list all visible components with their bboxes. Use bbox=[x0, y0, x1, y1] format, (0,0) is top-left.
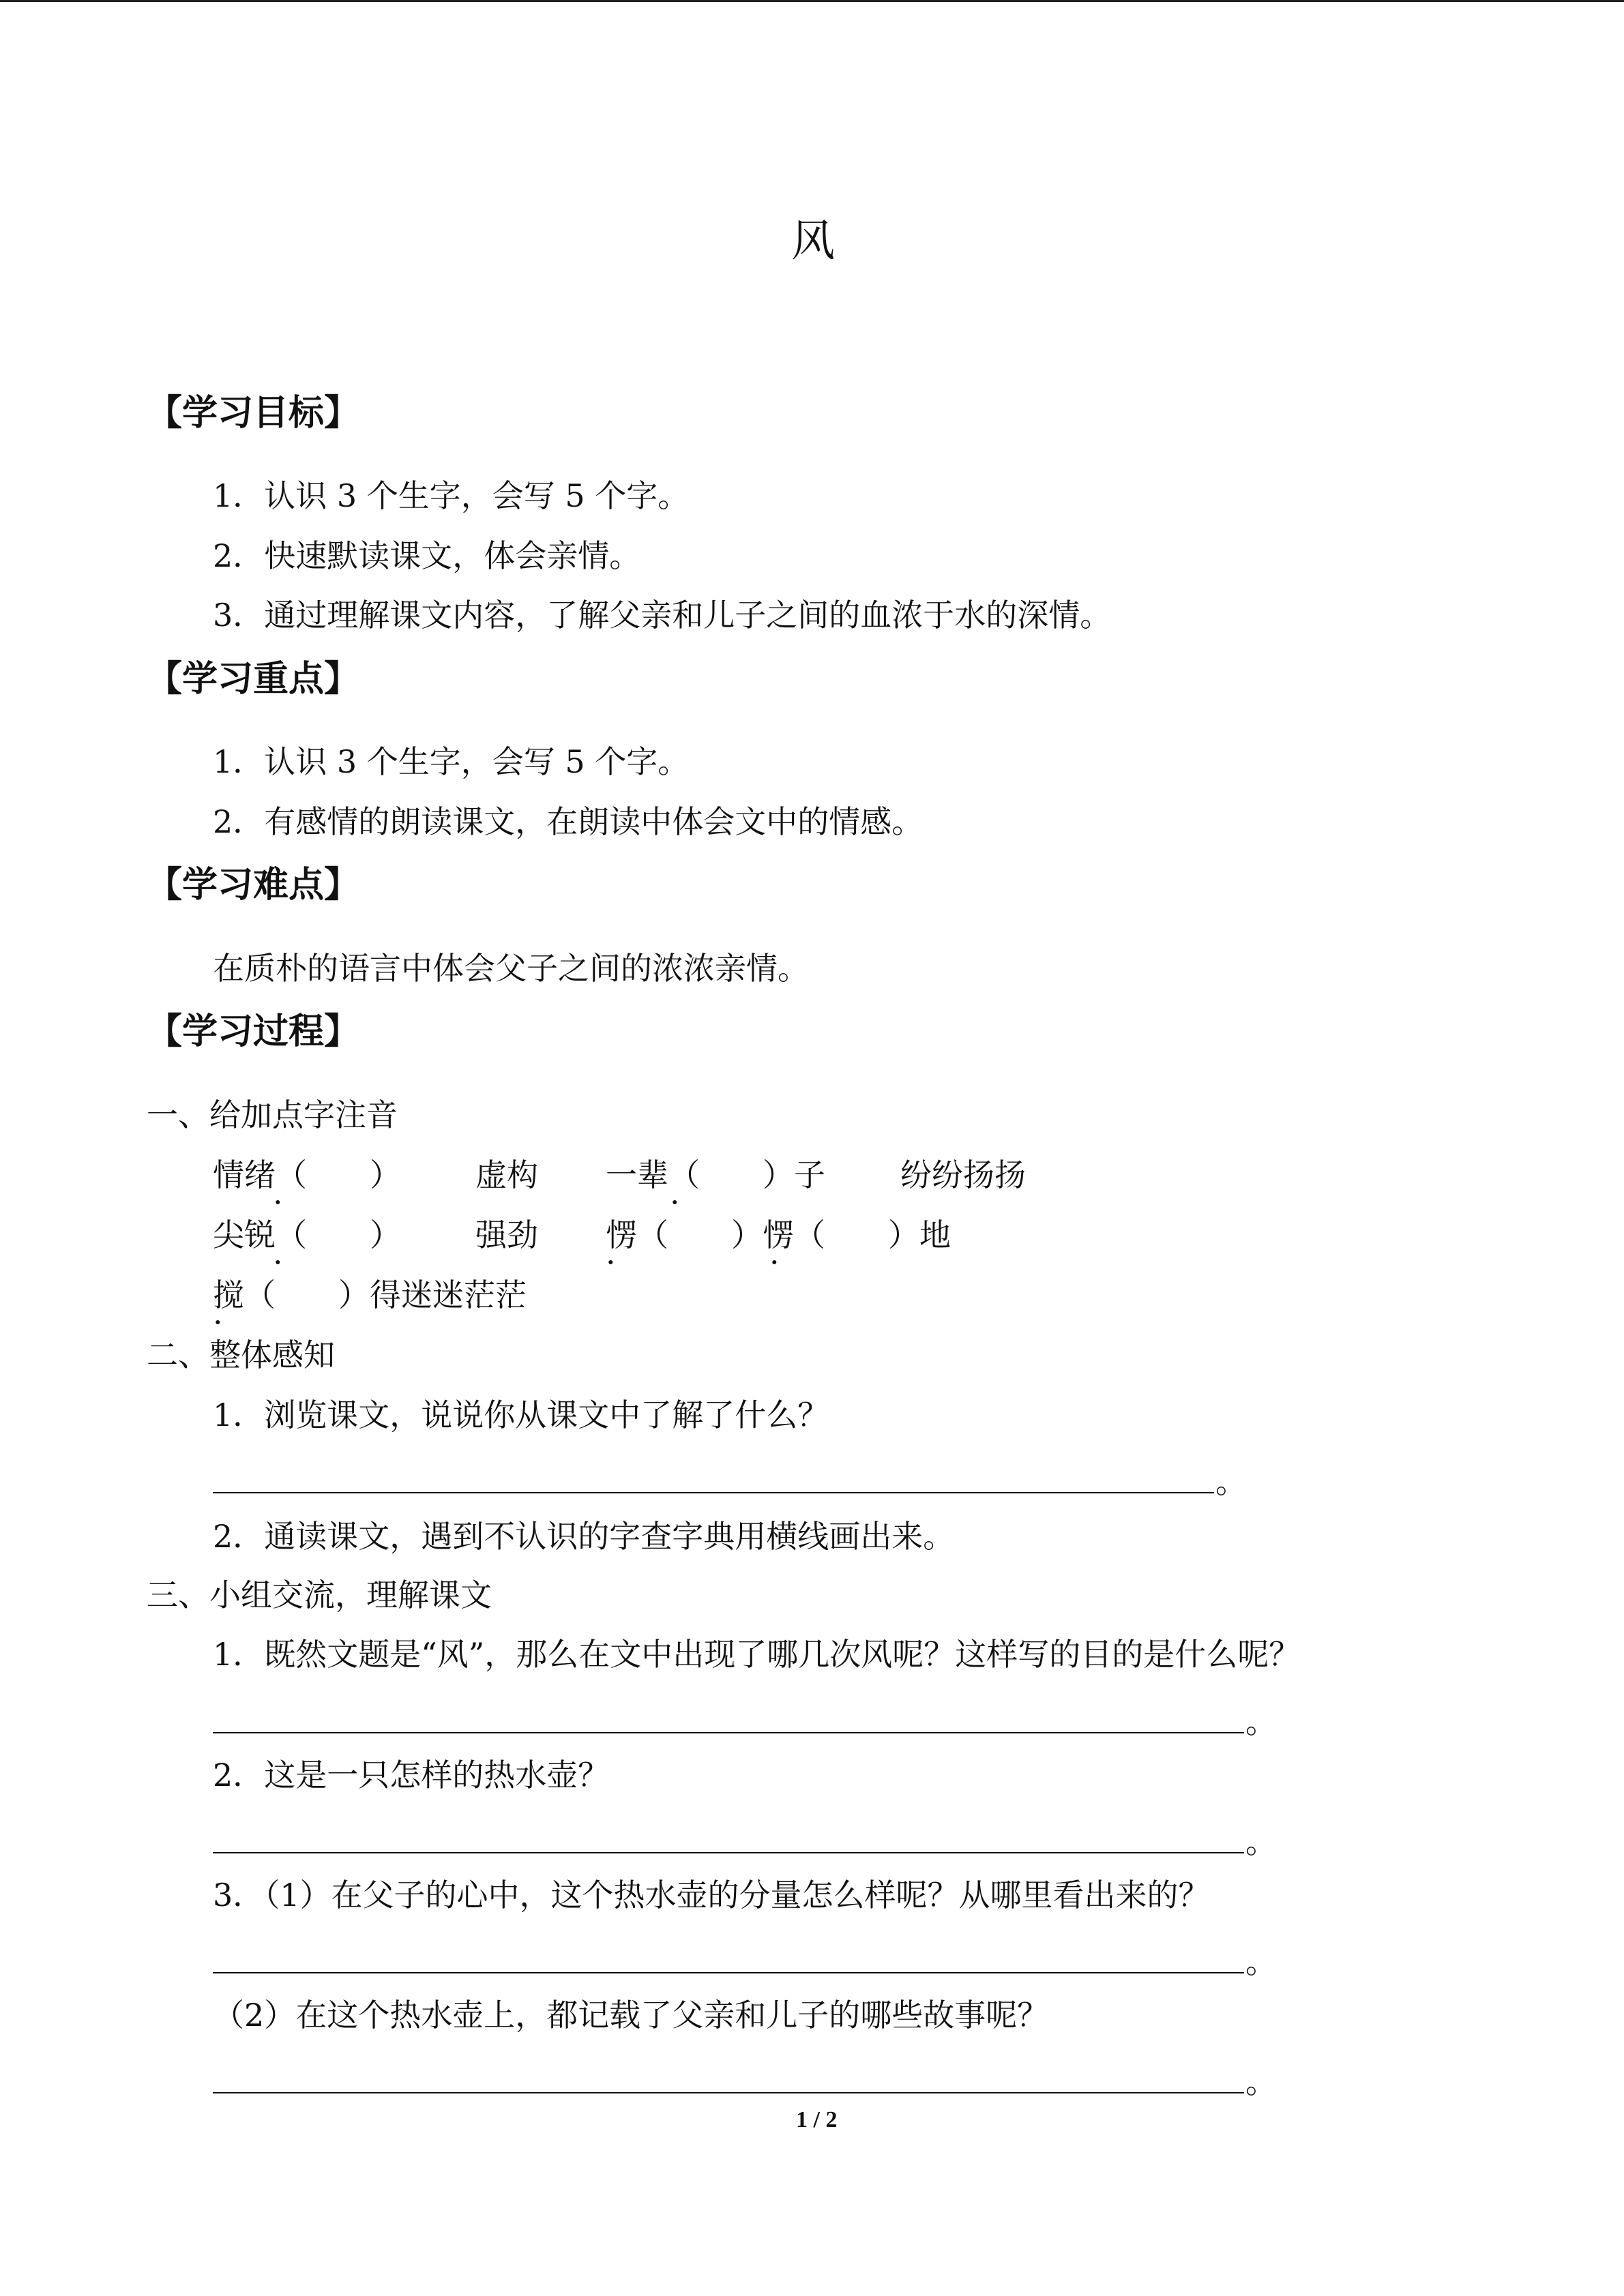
objectives-heading: 【学习目标】 bbox=[147, 393, 360, 434]
answer-line-2[interactable] bbox=[213, 1732, 1244, 1733]
pinyin-word-4: 纷纷扬扬 bbox=[900, 1157, 1026, 1193]
objective-item-2: 2．快速默读课文，体会亲情。 bbox=[213, 537, 641, 574]
difficulties-text: 在质朴的语言中体会父子之间的浓浓亲情。 bbox=[213, 950, 809, 987]
key-point-item-2: 2．有感情的朗读课文，在朗读中体会文中的情感。 bbox=[213, 803, 924, 840]
emphasis-dot: · bbox=[670, 1184, 680, 1221]
emphasis-dot: · bbox=[769, 1244, 780, 1281]
answer-line-3-period: 。 bbox=[1245, 1823, 1277, 1860]
emphasis-dot: · bbox=[606, 1244, 616, 1281]
part3-question-3-1: 3．（1）在父子的心中，这个热水壶的分量怎么样呢？从哪里看出来的？ bbox=[213, 1877, 1210, 1913]
emphasis-dot: · bbox=[213, 1304, 223, 1341]
pinyin-word-8: 搅（ ）得迷迷茫茫 bbox=[213, 1277, 527, 1313]
page-title: 风 bbox=[791, 216, 835, 267]
page-number: 1 / 2 bbox=[796, 2107, 838, 2132]
answer-line-3[interactable] bbox=[213, 1852, 1244, 1853]
answer-line-4[interactable] bbox=[213, 1972, 1244, 1973]
difficulties-heading: 【学习难点】 bbox=[147, 865, 360, 906]
pinyin-word-5: 尖锐（ ） bbox=[213, 1217, 401, 1253]
part3-question-1: 1．既然文题是“风”，那么在文中出现了哪几次风呢？这样写的目的是什么呢？ bbox=[213, 1636, 1301, 1673]
process-heading: 【学习过程】 bbox=[147, 1011, 360, 1052]
part3-heading: 三、小组交流，理解课文 bbox=[147, 1577, 492, 1613]
answer-line-5[interactable] bbox=[213, 2092, 1244, 2093]
answer-line-1-period: 。 bbox=[1215, 1463, 1247, 1500]
pinyin-word-7: 愣（ ）愣（ ）地 bbox=[606, 1217, 951, 1253]
emphasis-dot: · bbox=[273, 1184, 283, 1221]
pinyin-word-6: 强劲 bbox=[475, 1217, 538, 1253]
page-top-border bbox=[0, 0, 1624, 2]
answer-line-4-period: 。 bbox=[1245, 1943, 1277, 1980]
answer-line-2-period: 。 bbox=[1245, 1703, 1277, 1740]
part3-question-3-2: （2）在这个热水壶上，都记载了父亲和儿子的哪些故事呢？ bbox=[213, 1997, 1049, 2033]
part2-question-1: 1．浏览课文，说说你从课文中了解了什么？ bbox=[213, 1397, 829, 1433]
key-points-heading: 【学习重点】 bbox=[147, 659, 360, 700]
part2-heading: 二、整体感知 bbox=[147, 1337, 335, 1373]
emphasis-dot: · bbox=[273, 1244, 283, 1281]
pinyin-word-2: 虚构 bbox=[475, 1157, 538, 1193]
answer-line-1[interactable] bbox=[213, 1492, 1214, 1493]
objective-item-3: 3．通过理解课文内容，了解父亲和儿子之间的血浓于水的深情。 bbox=[213, 597, 1112, 633]
part1-heading: 一、给加点字注音 bbox=[147, 1097, 398, 1133]
part2-question-2: 2．通读课文，遇到不认识的字查字典用横线画出来。 bbox=[213, 1518, 955, 1555]
key-point-item-1: 1．认识 3 个生字，会写 5 个字。 bbox=[213, 743, 690, 780]
pinyin-word-3: 一辈（ ）子 bbox=[606, 1157, 825, 1193]
answer-line-5-period: 。 bbox=[1245, 2063, 1277, 2100]
part3-question-2: 2．这是一只怎样的热水壶？ bbox=[213, 1757, 610, 1793]
objective-item-1: 1．认识 3 个生字，会写 5 个字。 bbox=[213, 477, 690, 514]
pinyin-word-1: 情绪（ ） bbox=[213, 1157, 401, 1193]
